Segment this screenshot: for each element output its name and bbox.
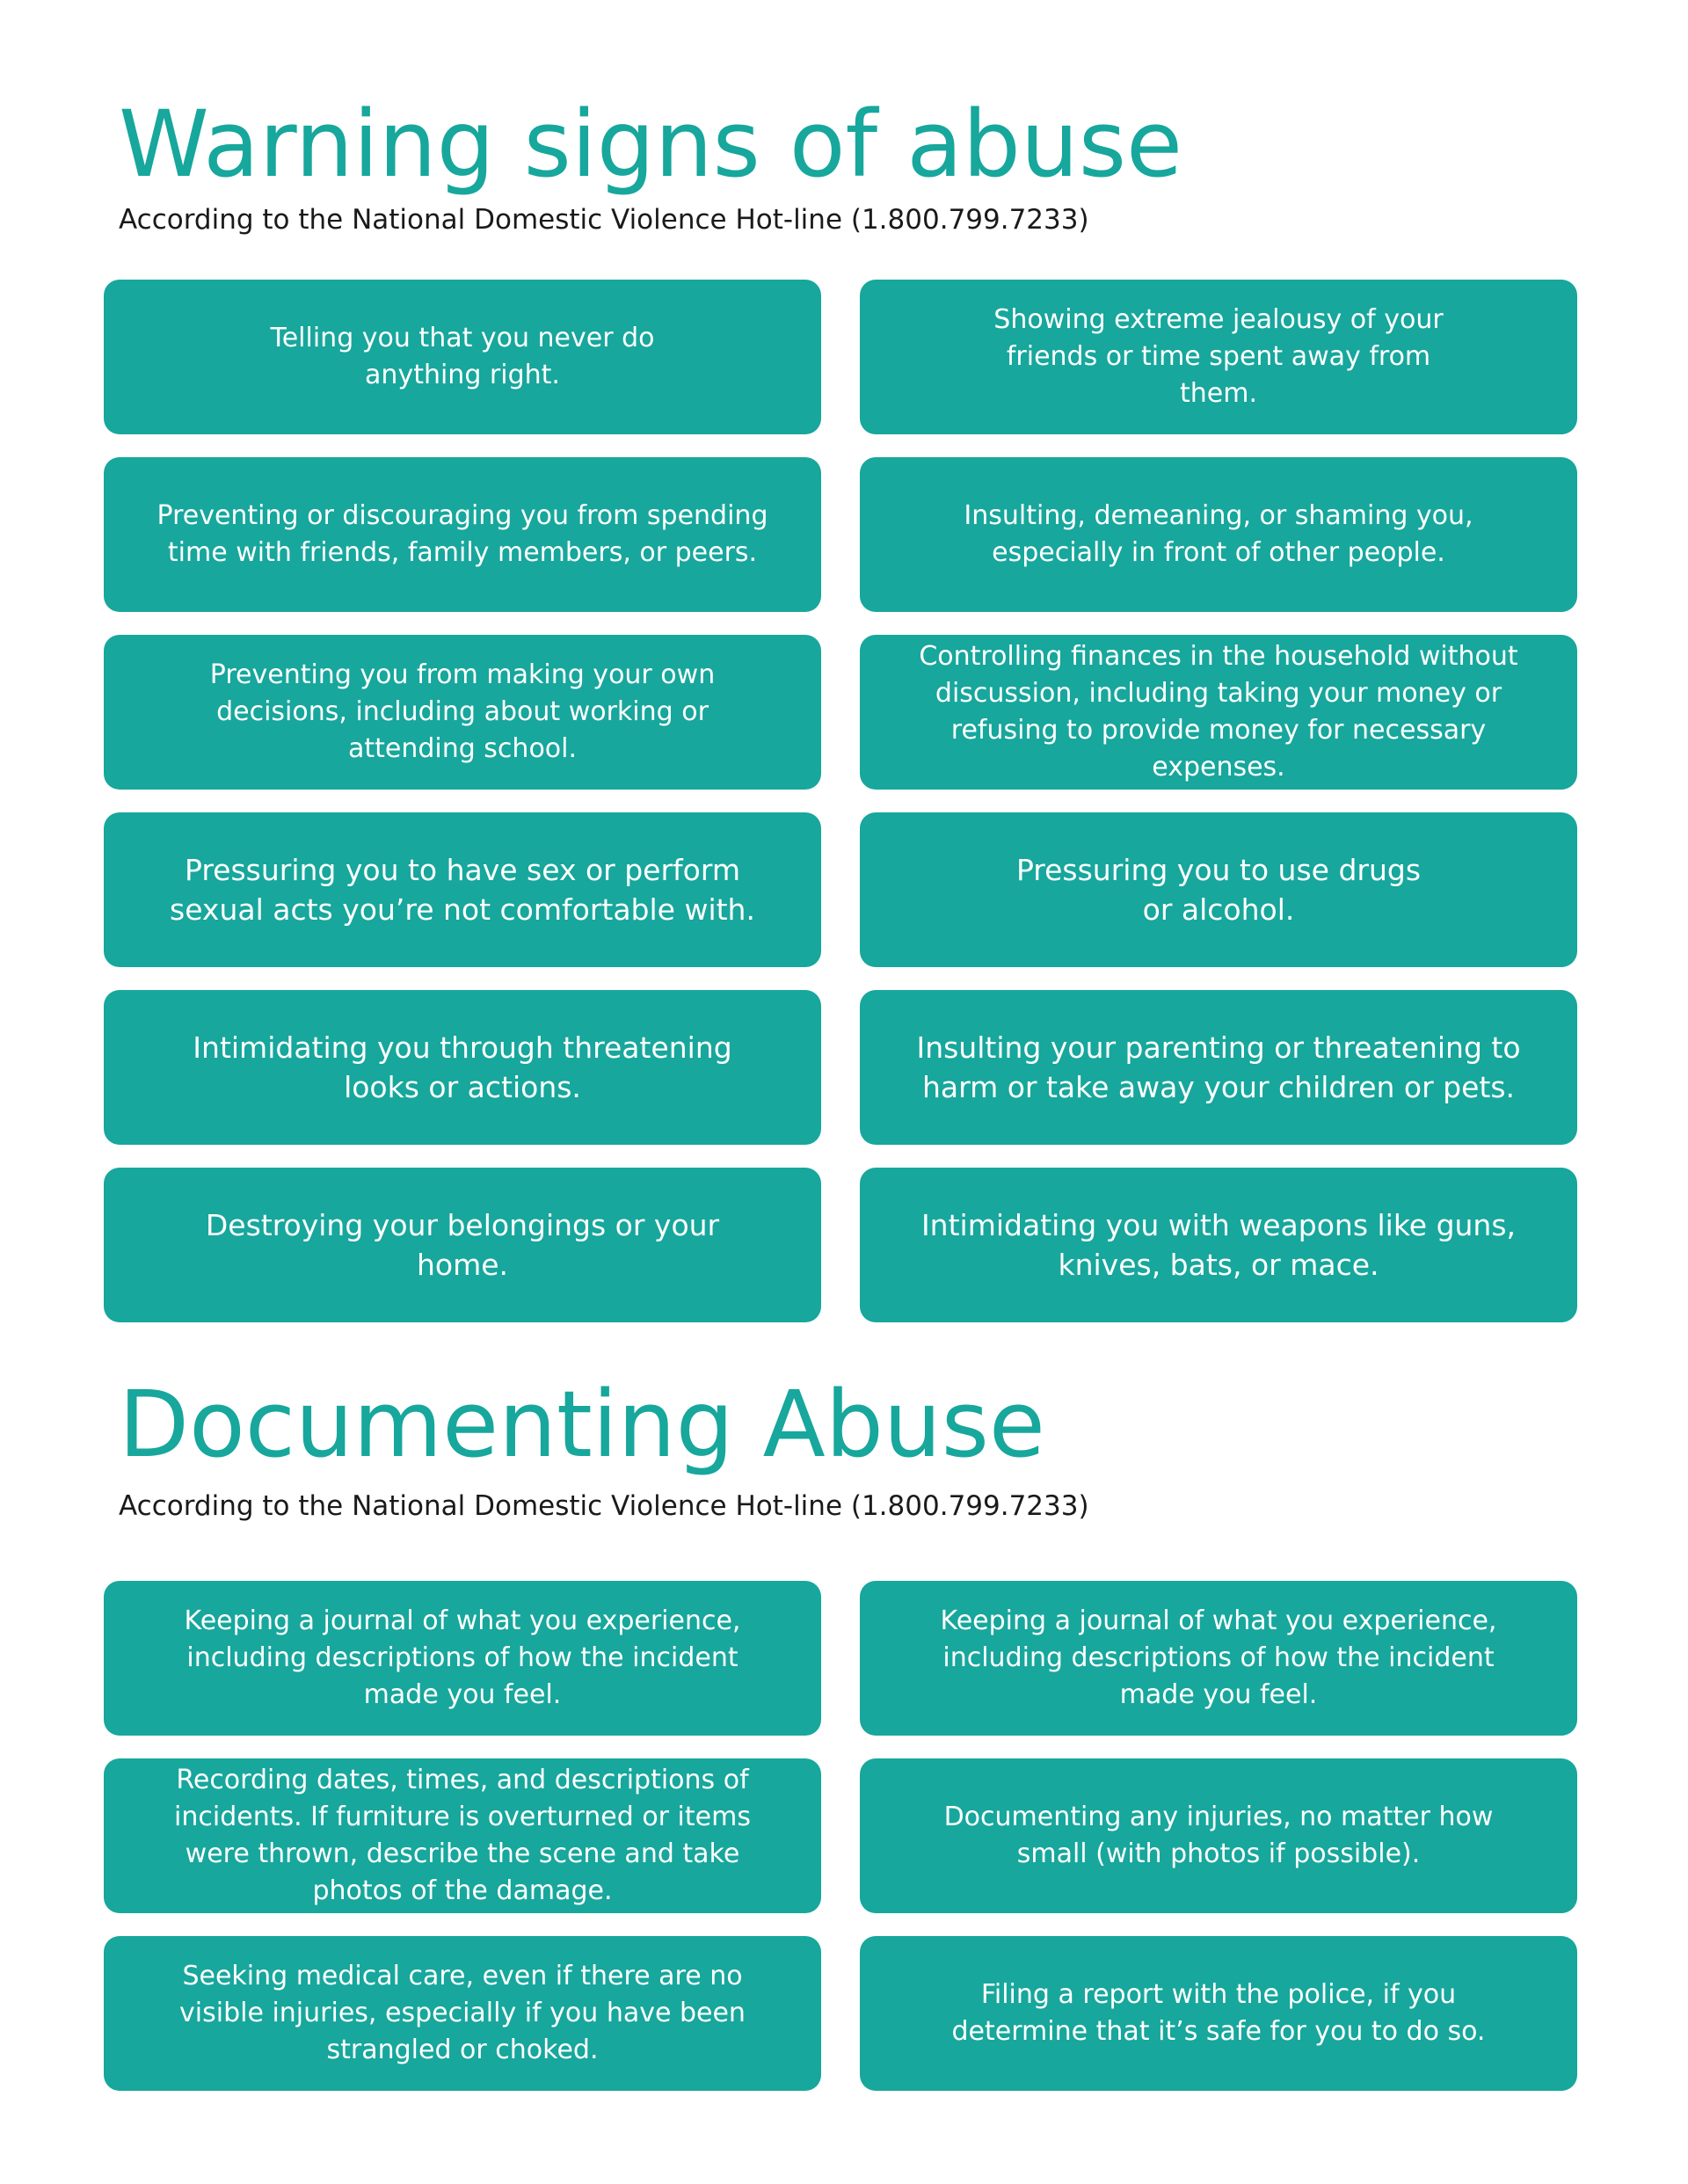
- warning-card-text: Controlling finances in the household without discussion, including taking your money or refusing to provide money for necessary expenses.: [919, 641, 1518, 783]
- warning-card-text: Destroying your belongings or your home.: [205, 1208, 720, 1282]
- warning-card: [104, 280, 821, 434]
- warning-card-text: Pressuring you to have sex or perform sexual acts you’re not comfortable with.: [170, 853, 755, 927]
- documenting-card: [860, 1581, 1577, 1736]
- warning-card-text: Preventing you from making your own decisions, including about working or attending school.: [209, 659, 716, 764]
- warning-card: [104, 812, 821, 967]
- warning-card-text: Showing extreme jealousy of your friends or time spent away from them.: [993, 304, 1444, 409]
- warning-card-text: Insulting, demeaning, or shaming you, especially in front of other people.: [964, 500, 1473, 568]
- warning-card: [860, 457, 1577, 612]
- warning-card: [104, 457, 821, 612]
- warning-section-title: Warning signs of abuse: [119, 91, 1183, 198]
- warning-card-text: Pressuring you to use drugs or alcohol.: [1015, 853, 1422, 927]
- warning-card: [860, 990, 1577, 1145]
- documenting-card-text: Keeping a journal of what you experience, including descriptions of how the incident made you feel.: [184, 1605, 741, 1710]
- documenting-section-subtitle: According to the National Domestic Violence Hot-line (1.800.799.7233): [119, 1490, 1089, 1522]
- warning-card: [860, 1168, 1577, 1322]
- documenting-section-title: Documenting Abuse: [119, 1371, 1045, 1478]
- documenting-card-text: Recording dates, times, and descriptions of incidents. If furniture is overturned or items were thrown, describe the scene and take photos of the damage.: [174, 1765, 751, 1906]
- documenting-card-text: Keeping a journal of what you experience, including descriptions of how the incident made you feel.: [940, 1605, 1497, 1710]
- documenting-card: [860, 1758, 1577, 1913]
- documenting-card-text: Filing a report with the police, if you determine that it’s safe for you to do so.: [951, 1979, 1486, 2047]
- documenting-card: [104, 1936, 821, 2091]
- documenting-grid: [104, 1581, 1577, 2091]
- warning-card: [860, 280, 1577, 434]
- warning-signs-grid: [104, 280, 1577, 1322]
- documenting-card-text: Seeking medical care, even if there are no visible injuries, especially if you have been strangled or choked.: [179, 1961, 746, 2065]
- documenting-card-text: Documenting any injuries, no matter how small (with photos if possible).: [943, 1802, 1494, 1869]
- warning-card: [860, 812, 1577, 967]
- warning-card: [104, 635, 821, 790]
- warning-card: [104, 990, 821, 1145]
- warning-card-text: Intimidating you with weapons like guns, knives, bats, or mace.: [920, 1208, 1517, 1282]
- documenting-card: [860, 1936, 1577, 2091]
- documenting-card: [104, 1581, 821, 1736]
- warning-card: [860, 635, 1577, 790]
- documenting-card: [104, 1758, 821, 1913]
- warning-card-text: Insulting your parenting or threatening to harm or take away your children or pets.: [916, 1030, 1521, 1104]
- warning-card-text: Preventing or discouraging you from spending time with friends, family members, or peers.: [156, 500, 768, 568]
- warning-card: [104, 1168, 821, 1322]
- warning-card-text: Intimidating you through threatening looks or actions.: [193, 1030, 732, 1104]
- warning-card-text: Telling you that you never do anything right.: [270, 323, 655, 390]
- warning-section-subtitle: According to the National Domestic Violence Hot-line (1.800.799.7233): [119, 204, 1089, 236]
